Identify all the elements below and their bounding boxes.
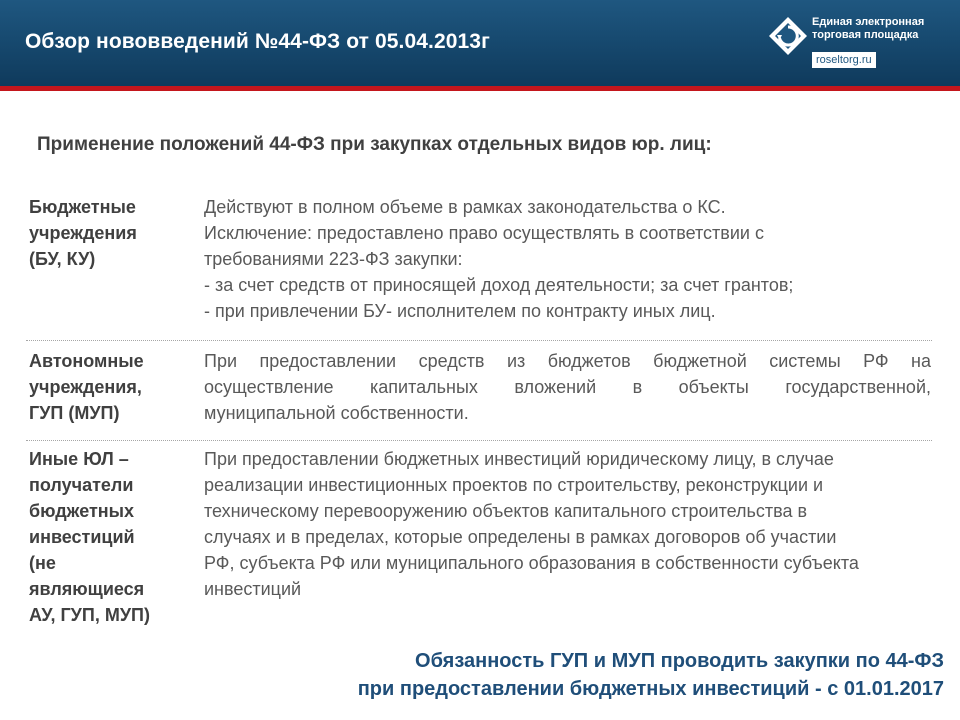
slide-title: Обзор нововведений №44-ФЗ от 05.04.2013г xyxy=(25,30,490,53)
row-1-desc-line: Исключение: предоставлено право осуществлять в соответствии с xyxy=(204,223,764,243)
row-2-desc-line: осуществление капитальных вложений в объекты государственной, xyxy=(204,377,931,397)
row-3-label-line: (не xyxy=(29,553,56,573)
row-1-description xyxy=(204,194,931,324)
footer-note-line-2: при предоставлении бюджетных инвестиций - с 01.01.2017 xyxy=(357,678,944,700)
row-3-desc-line: случаях и в пределах, которые определены в рамках договоров об участии xyxy=(204,527,837,547)
row-2-description xyxy=(204,348,931,426)
section-subtitle: Применение положений 44-ФЗ при закупках отдельных видов юр. лиц: xyxy=(37,134,712,155)
row-1-label xyxy=(29,194,189,272)
row-divider xyxy=(26,340,932,341)
row-3-label xyxy=(29,446,189,628)
row-3-label-line: Иные ЮЛ – xyxy=(29,449,129,469)
row-3-label-line: получатели xyxy=(29,475,134,495)
row-1-label-line: Бюджетные xyxy=(29,197,136,217)
row-3-desc-line: При предоставлении бюджетных инвестиций юридическому лицу, в случае xyxy=(204,449,834,469)
row-2-label xyxy=(29,348,189,426)
row-1-desc-line: Действуют в полном объеме в рамках законодательства о КС. xyxy=(204,197,726,217)
row-3-desc-line: инвестиций xyxy=(204,579,302,599)
row-3-label-line: АУ, ГУП, МУП) xyxy=(29,605,150,625)
row-1-desc-line: - при привлечении БУ- исполнителем по контракту иных лиц. xyxy=(204,301,716,321)
footer-note xyxy=(224,647,944,703)
row-3-label-line: бюджетных xyxy=(29,501,135,521)
row-3-desc-line: РФ, субъекта РФ или муниципального образования в собственности субъекта xyxy=(204,553,859,573)
logo-text xyxy=(812,16,924,42)
row-2-label-line: учреждения, xyxy=(29,377,142,397)
header-bar xyxy=(0,0,960,86)
row-1-label-line: (БУ, КУ) xyxy=(29,249,96,269)
logo-line-2: торговая площадка xyxy=(812,29,919,41)
footer-note-line-1: Обязанность ГУП и МУП проводить закупки по 44-ФЗ xyxy=(415,650,944,672)
row-1-desc-line: требованиями 223-ФЗ закупки: xyxy=(204,249,463,269)
row-3-label-line: инвестиций xyxy=(29,527,135,547)
roseltorg-logo xyxy=(768,14,948,74)
row-2-desc-line: При предоставлении средств из бюджетов бюджетной системы РФ на xyxy=(204,351,931,371)
row-1-label-line: учреждения xyxy=(29,223,137,243)
row-3-label-line: являющиеся xyxy=(29,579,145,599)
row-3-desc-line: техническому перевооружению объектов капитального строительства в xyxy=(204,501,808,521)
header-divider xyxy=(0,86,960,91)
row-divider xyxy=(26,440,932,441)
logo-line-1: Единая электронная xyxy=(812,16,925,28)
row-1-desc-line: - за счет средств от приносящей доход деятельности; за счет грантов; xyxy=(204,275,794,295)
row-2-label-line: ГУП (МУП) xyxy=(29,403,120,423)
row-2-label-line: Автономные xyxy=(29,351,144,371)
logo-emblem-icon xyxy=(768,16,808,56)
row-3-desc-line: реализации инвестиционных проектов по строительству, реконструкции и xyxy=(204,475,824,495)
logo-url: roseltorg.ru xyxy=(812,52,876,68)
row-3-description xyxy=(204,446,931,602)
row-2-desc-line: муниципальной собственности. xyxy=(204,403,469,423)
